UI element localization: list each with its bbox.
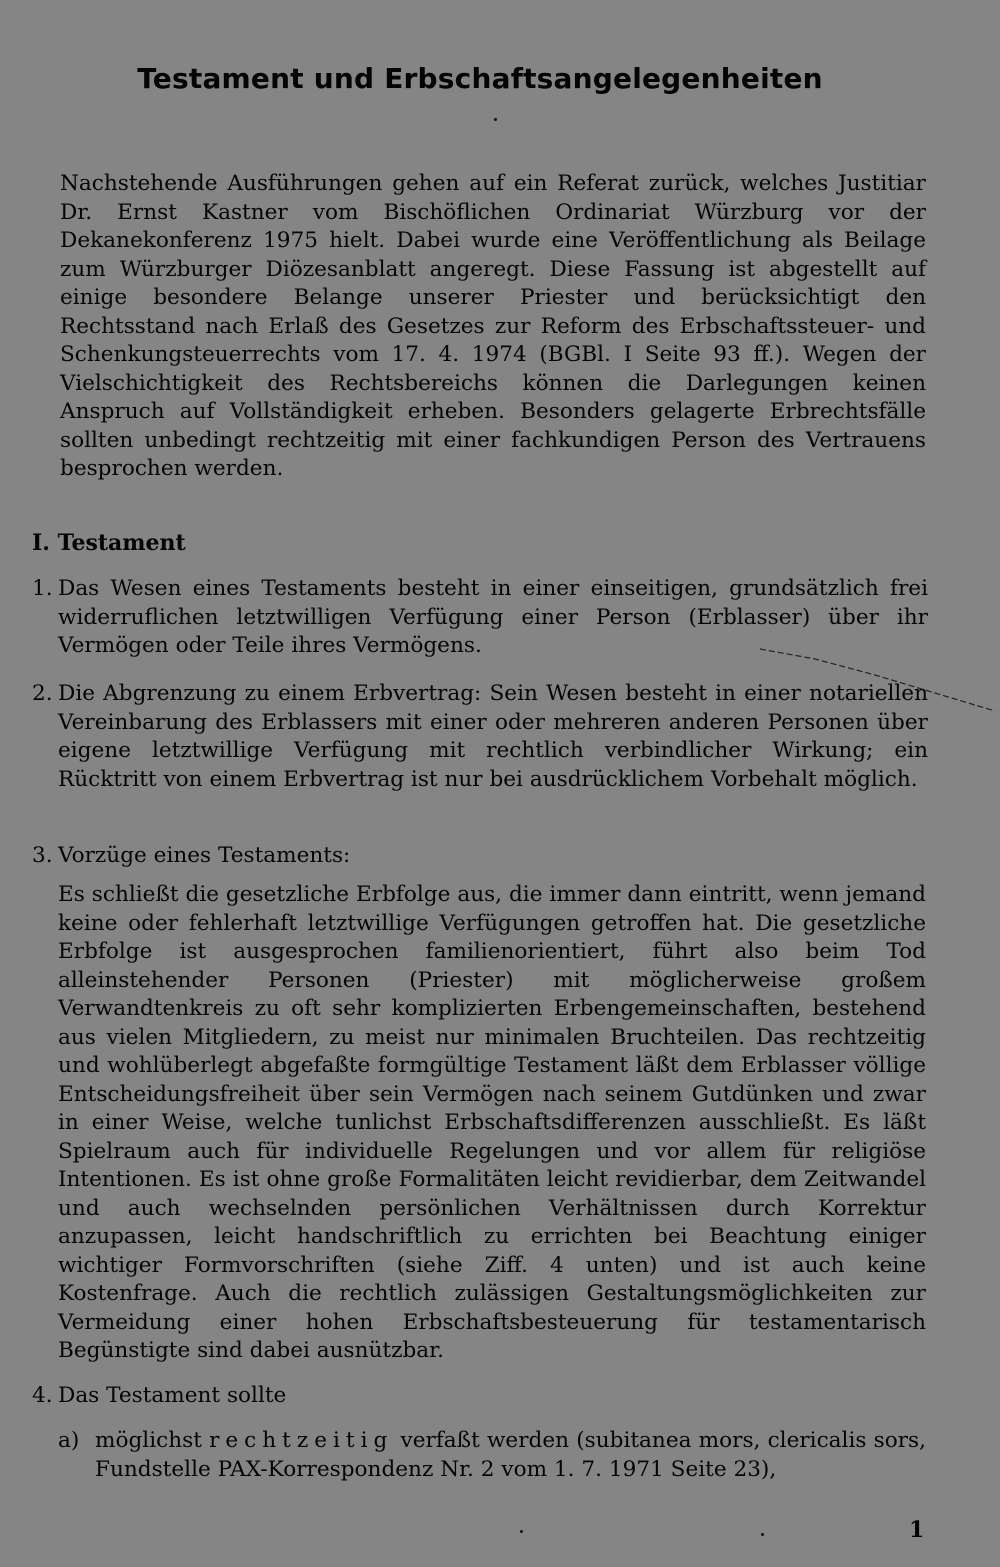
item-number: 4. bbox=[32, 1383, 53, 1408]
section-heading: I. Testament bbox=[32, 530, 186, 556]
sub-item-before: möglichst bbox=[95, 1428, 202, 1453]
list-item bbox=[32, 842, 928, 871]
speck-mark bbox=[520, 1530, 523, 1533]
item-number: 2. bbox=[32, 681, 53, 706]
speck-mark bbox=[494, 118, 497, 121]
emphasis-text: rechtzeitig bbox=[209, 1428, 394, 1453]
item-heading: Das Testament sollte bbox=[58, 1383, 287, 1408]
page-title: Testament und Erbschaftsangelegenheiten bbox=[137, 62, 823, 95]
item-number: 1. bbox=[32, 576, 53, 601]
scan-streak bbox=[755, 645, 1000, 715]
item-text: Das Wesen eines Testaments besteht in einer einseitigen, grundsätzlich frei widerruflichen letztwilligen Verfügung einer Person (Erblasser) über ihr Vermögen oder Teile ihres Vermögens. bbox=[58, 576, 928, 658]
intro-paragraph: Nachstehende Ausführungen gehen auf ein Referat zurück, welches Justitiar Dr. Ernst Kastner vom Bischöflichen Ordinariat Würzburg vor der Dekanekonferenz 1975 hielt. Dabei wurde eine Veröffentlichung als Beilage zum Würzburger Diözesanblatt angeregt. Diese Fassung ist abgestellt auf einige besondere Belange unserer Priester und berücksichtigt den Rechtsstand nach Erlaß des Gesetzes zur Reform des Erbschaftssteuer- und Schenkungsteuerrechts vom 17. 4. 1974 (BGBl. I Seite 93 ff.). Wegen der Vielschichtigkeit des Rechtsbereichs können die Darlegungen keinen Anspruch auf Vollständigkeit erheben. Besonders gelagerte Erbrechtsfälle sollten unbedingt rechtzeitig mit einer fachkundigen Person des Vertrauens besprochen werden. bbox=[60, 171, 926, 481]
sub-item-label: a) bbox=[58, 1428, 80, 1453]
item-heading: Vorzüge eines Testaments: bbox=[58, 843, 351, 868]
item-paragraph: Es schließt die gesetzliche Erbfolge aus, die immer dann eintritt, wenn jemand keine oder fehlerhaft letztwillige Verfügungen getroffen hat. Die gesetzliche Erbfolge ist ausgesprochen familienorientiert, führt also beim Tod alleinstehender Personen (Priester) mit möglicherweise großem Verwandtenkreis zu oft sehr komplizierten Erbengemeinschaften, bestehend aus vielen Mitgliedern, zu meist nur minimalen Bruchteilen. Das rechtzeitig und wohlüberlegt abgefaßte formgültige Testament läßt dem Erblasser völlige Entscheidungsfreiheit über sein Vermögen nach seinem Gutdünken und zwar in einer Weise, welche tunlichst Erbschaftsdifferenzen ausschließt. Es läßt Spielraum auch für individuelle Regelungen und vor allem für religiöse Intentionen. Es ist ohne große Formalitäten leicht revidierbar, dem Zeitwandel und auch wechselnden persönlichen Verhältnissen durch Korrektur anzupassen, leicht handschriftlich zu errichten bei Beachtung einiger wichtiger Formvorschriften (siehe Ziff. 4 unten) und ist auch keine Kostenfrage. Auch die rechtlich zulässigen Gestaltungsmöglichkeiten zur Vermeidung einer hohen Erbschaftsbesteuerung für testamentarisch Begünstigte sind dabei ausnützbar. bbox=[58, 882, 926, 1363]
speck-mark bbox=[761, 1533, 764, 1536]
sub-item-after: verfaßt werden (subitanea mors, clericalis sors, Fundstelle PAX-Korrespondenz Nr. 2 vom 1. 7. 1971 Seite 23), bbox=[95, 1428, 926, 1482]
item-number: 3. bbox=[32, 843, 53, 868]
sub-item bbox=[58, 1427, 926, 1484]
page-number: 1 bbox=[909, 1517, 925, 1543]
list-item bbox=[32, 1382, 928, 1411]
item-text: Die Abgrenzung zu einem Erbvertrag: Sein Wesen besteht in einer notariellen Vereinbarung des Erblassers mit einer oder mehreren anderen Personen über eigene letztwillige Verfügung mit rechtlich verbindlicher Wirkung; ein Rücktritt von einem Erbvertrag ist nur bei ausdrücklichem Vorbehalt möglich. bbox=[58, 681, 928, 792]
sub-item-text bbox=[95, 1427, 926, 1484]
